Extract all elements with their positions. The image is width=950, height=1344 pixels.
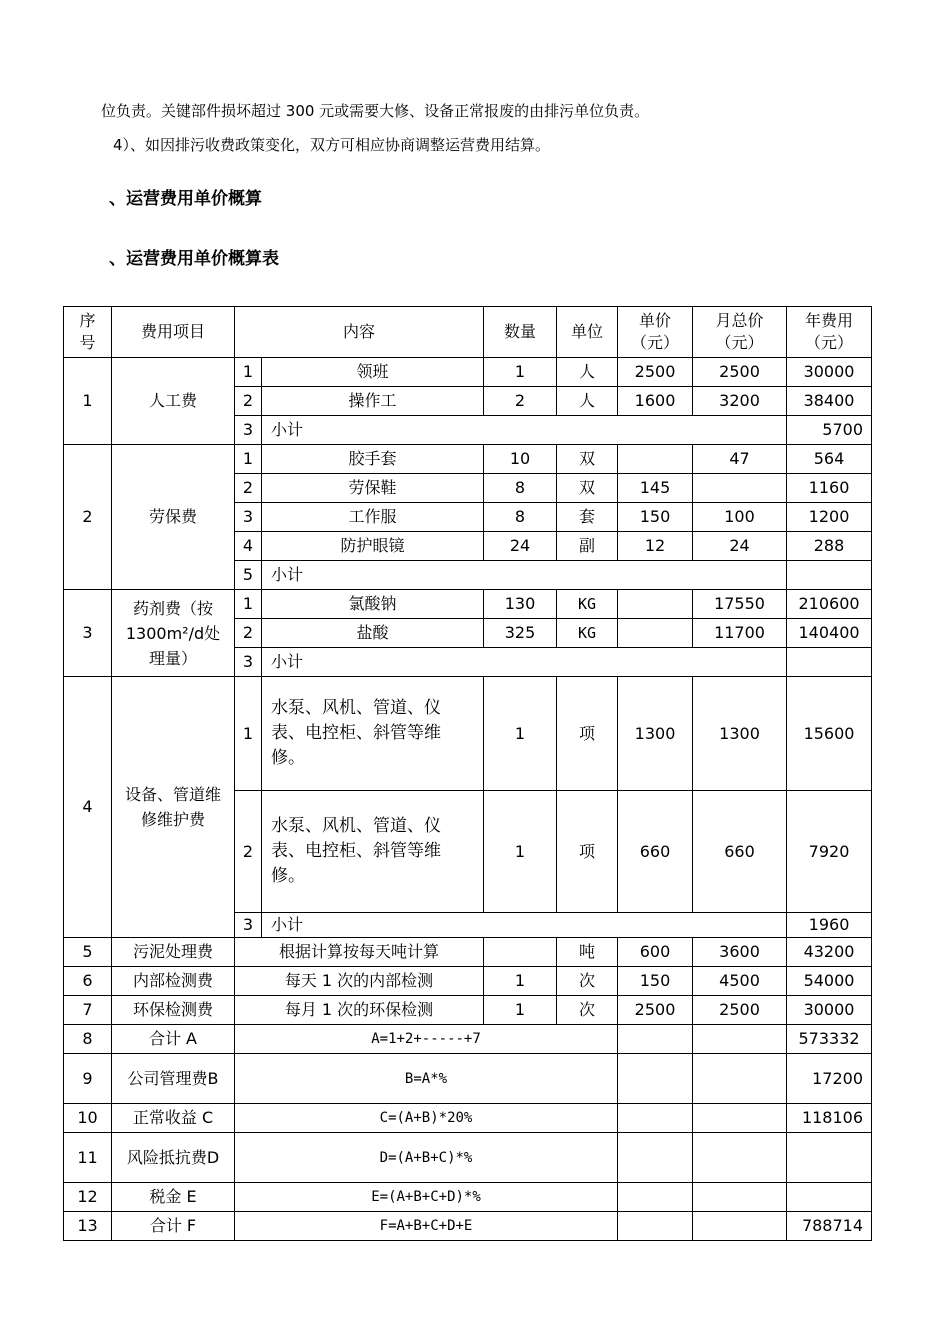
item-cell: 正常收益 C — [112, 1104, 235, 1133]
item-cell: 合计 A — [112, 1025, 235, 1054]
sub-index-cell: 1 — [235, 590, 262, 619]
seq-cell: 10 — [64, 1104, 112, 1133]
price-cell — [618, 1183, 693, 1212]
qty-cell: 325 — [484, 619, 557, 648]
header-qty: 数量 — [484, 307, 557, 358]
item-cell: 人工费 — [112, 358, 235, 445]
seq-cell: 2 — [64, 445, 112, 590]
sub-index-cell: 1 — [235, 358, 262, 387]
monthly-cell — [693, 1054, 787, 1104]
header-unit: 单位 — [557, 307, 618, 358]
sub-index-cell: 3 — [235, 913, 262, 938]
table-row — [64, 677, 872, 791]
qty-cell: 1 — [484, 358, 557, 387]
monthly-cell: 1960 — [787, 913, 872, 938]
monthly-cell: 660 — [693, 791, 787, 913]
monthly-cell: 11700 — [693, 619, 787, 648]
unit-cell: KG — [557, 590, 618, 619]
sub-index-cell: 2 — [235, 474, 262, 503]
seq-cell: 8 — [64, 1025, 112, 1054]
section-heading-estimate-table: 、运营费用单价概算表 — [109, 249, 279, 269]
table-row — [64, 938, 872, 967]
unit-cell: 次 — [557, 967, 618, 996]
item-cell: 劳保费 — [112, 445, 235, 590]
seq-cell: 13 — [64, 1212, 112, 1241]
price-cell — [618, 619, 693, 648]
monthly-cell: 100 — [693, 503, 787, 532]
monthly-cell: 47 — [693, 445, 787, 474]
sub-index-cell: 3 — [235, 648, 262, 677]
price-cell: 660 — [618, 791, 693, 913]
price-cell: 1600 — [618, 387, 693, 416]
sub-index-cell: 4 — [235, 532, 262, 561]
price-cell: 1300 — [618, 677, 693, 791]
table-row — [64, 967, 872, 996]
price-cell: 2500 — [618, 358, 693, 387]
unit-cell: 项 — [557, 677, 618, 791]
seq-cell: 1 — [64, 358, 112, 445]
annual-cell: 564 — [787, 445, 872, 474]
unit-cell: 人 — [557, 387, 618, 416]
content-cell: 氯酸钠 — [262, 590, 484, 619]
annual-cell: 210600 — [787, 590, 872, 619]
header-item: 费用项目 — [112, 307, 235, 358]
table-header-row — [64, 307, 872, 358]
content-cell: 防护眼镜 — [262, 532, 484, 561]
content-cell: 胶手套 — [262, 445, 484, 474]
item-cell: 设备、管道维修维护费 — [112, 677, 235, 938]
subtotal-label: 小计 — [262, 648, 787, 677]
table-row — [64, 445, 872, 474]
price-cell: 12 — [618, 532, 693, 561]
content-cell: 工作服 — [262, 503, 484, 532]
content-cell: 每月 1 次的环保检测 — [235, 996, 484, 1025]
annual-cell: 30000 — [787, 358, 872, 387]
qty-cell: 1 — [484, 677, 557, 791]
header-annual: 年费用（元） — [787, 307, 872, 358]
seq-cell: 9 — [64, 1054, 112, 1104]
subtotal-label: 小计 — [262, 913, 787, 938]
intro-line-2: 4）、如因排污收费政策变化，双方可相应协商调整运营费用结算。 — [113, 136, 551, 154]
cost-estimate-table — [63, 306, 872, 1241]
price-cell — [618, 1025, 693, 1054]
unit-cell: 次 — [557, 996, 618, 1025]
annual-cell: 38400 — [787, 387, 872, 416]
price-cell — [618, 1104, 693, 1133]
seq-cell: 6 — [64, 967, 112, 996]
unit-cell: 人 — [557, 358, 618, 387]
price-cell: 150 — [618, 967, 693, 996]
monthly-cell: 3200 — [693, 387, 787, 416]
annual-cell — [787, 1183, 872, 1212]
qty-cell — [484, 938, 557, 967]
total-row — [64, 1183, 872, 1212]
monthly-cell — [787, 561, 872, 590]
total-row — [64, 1054, 872, 1104]
annual-cell: 54000 — [787, 967, 872, 996]
item-cell: 药剂费（按1300m²/d处理量） — [112, 590, 235, 677]
content-cell: 水泵、风机、管道、仪表、电控柜、斜管等维修。 — [262, 677, 484, 791]
qty-cell: 10 — [484, 445, 557, 474]
item-cell: 污泥处理费 — [112, 938, 235, 967]
annual-cell: 788714 — [787, 1212, 872, 1241]
section-heading-estimate: 、运营费用单价概算 — [109, 189, 262, 209]
seq-cell: 7 — [64, 996, 112, 1025]
seq-cell: 4 — [64, 677, 112, 938]
sub-index-cell: 3 — [235, 503, 262, 532]
sub-index-cell: 1 — [235, 445, 262, 474]
monthly-cell: 2500 — [693, 996, 787, 1025]
annual-cell: 15600 — [787, 677, 872, 791]
total-row — [64, 1212, 872, 1241]
qty-cell: 130 — [484, 590, 557, 619]
unit-cell: 套 — [557, 503, 618, 532]
seq-cell: 12 — [64, 1183, 112, 1212]
item-cell: 税金 E — [112, 1183, 235, 1212]
unit-cell: 吨 — [557, 938, 618, 967]
monthly-cell — [693, 1104, 787, 1133]
monthly-cell: 1300 — [693, 677, 787, 791]
table-row — [64, 358, 872, 387]
unit-cell: 双 — [557, 445, 618, 474]
annual-cell: 7920 — [787, 791, 872, 913]
monthly-cell — [693, 1212, 787, 1241]
sub-index-cell: 2 — [235, 387, 262, 416]
header-price: 单价（元） — [618, 307, 693, 358]
qty-cell: 1 — [484, 996, 557, 1025]
price-cell: 600 — [618, 938, 693, 967]
formula-cell: A=1+2+-----+7 — [235, 1025, 618, 1054]
formula-cell: C=(A+B)*20% — [235, 1104, 618, 1133]
sub-index-cell: 3 — [235, 416, 262, 445]
content-cell: 盐酸 — [262, 619, 484, 648]
monthly-cell: 4500 — [693, 967, 787, 996]
price-cell: 150 — [618, 503, 693, 532]
monthly-cell — [693, 1183, 787, 1212]
annual-cell: 17200 — [787, 1054, 872, 1104]
price-cell — [618, 1133, 693, 1183]
qty-cell: 24 — [484, 532, 557, 561]
content-cell: 操作工 — [262, 387, 484, 416]
price-cell: 145 — [618, 474, 693, 503]
content-cell: 领班 — [262, 358, 484, 387]
table-row — [64, 590, 872, 619]
monthly-cell: 17550 — [693, 590, 787, 619]
table-row — [64, 996, 872, 1025]
total-row — [64, 1025, 872, 1054]
qty-cell: 1 — [484, 791, 557, 913]
formula-cell: B=A*% — [235, 1054, 618, 1104]
unit-cell: 项 — [557, 791, 618, 913]
seq-cell: 11 — [64, 1133, 112, 1183]
monthly-cell: 2500 — [693, 358, 787, 387]
monthly-cell — [787, 648, 872, 677]
annual-cell: 1160 — [787, 474, 872, 503]
price-cell — [618, 1212, 693, 1241]
content-cell: 水泵、风机、管道、仪表、电控柜、斜管等维修。 — [262, 791, 484, 913]
annual-cell: 573332 — [787, 1025, 872, 1054]
annual-cell: 30000 — [787, 996, 872, 1025]
qty-cell: 1 — [484, 967, 557, 996]
subtotal-label: 小计 — [262, 561, 787, 590]
sub-index-cell: 5 — [235, 561, 262, 590]
annual-cell: 1200 — [787, 503, 872, 532]
content-cell: 每天 1 次的内部检测 — [235, 967, 484, 996]
annual-cell — [787, 1133, 872, 1183]
annual-cell: 140400 — [787, 619, 872, 648]
formula-cell: D=(A+B+C)*% — [235, 1133, 618, 1183]
monthly-cell — [693, 1133, 787, 1183]
price-cell — [618, 1054, 693, 1104]
qty-cell: 2 — [484, 387, 557, 416]
monthly-cell: 5700 — [787, 416, 872, 445]
item-cell: 内部检测费 — [112, 967, 235, 996]
price-cell: 2500 — [618, 996, 693, 1025]
item-cell: 风险抵抗费D — [112, 1133, 235, 1183]
qty-cell: 8 — [484, 474, 557, 503]
sub-index-cell: 2 — [235, 619, 262, 648]
price-cell — [618, 590, 693, 619]
annual-cell: 118106 — [787, 1104, 872, 1133]
formula-cell: E=(A+B+C+D)*% — [235, 1183, 618, 1212]
sub-index-cell: 1 — [235, 677, 262, 791]
annual-cell: 288 — [787, 532, 872, 561]
total-row — [64, 1133, 872, 1183]
header-content: 内容 — [235, 307, 484, 358]
sub-index-cell: 2 — [235, 791, 262, 913]
qty-cell: 8 — [484, 503, 557, 532]
formula-cell: F=A+B+C+D+E — [235, 1212, 618, 1241]
unit-cell: KG — [557, 619, 618, 648]
item-cell: 环保检测费 — [112, 996, 235, 1025]
monthly-cell — [693, 474, 787, 503]
unit-cell: 双 — [557, 474, 618, 503]
header-seq: 序号 — [64, 307, 112, 358]
total-row — [64, 1104, 872, 1133]
seq-cell: 5 — [64, 938, 112, 967]
intro-line-1: 位负责。关键部件损坏超过 300 元或需要大修、设备正常报废的由排污单位负责。 — [101, 102, 650, 120]
content-cell: 劳保鞋 — [262, 474, 484, 503]
subtotal-label: 小计 — [262, 416, 787, 445]
price-cell — [618, 445, 693, 474]
item-cell: 合计 F — [112, 1212, 235, 1241]
annual-cell: 43200 — [787, 938, 872, 967]
monthly-cell: 24 — [693, 532, 787, 561]
item-cell: 公司管理费B — [112, 1054, 235, 1104]
monthly-cell — [693, 1025, 787, 1054]
unit-cell: 副 — [557, 532, 618, 561]
monthly-cell: 3600 — [693, 938, 787, 967]
content-cell: 根据计算按每天吨计算 — [235, 938, 484, 967]
seq-cell: 3 — [64, 590, 112, 677]
header-monthly: 月总价（元） — [693, 307, 787, 358]
